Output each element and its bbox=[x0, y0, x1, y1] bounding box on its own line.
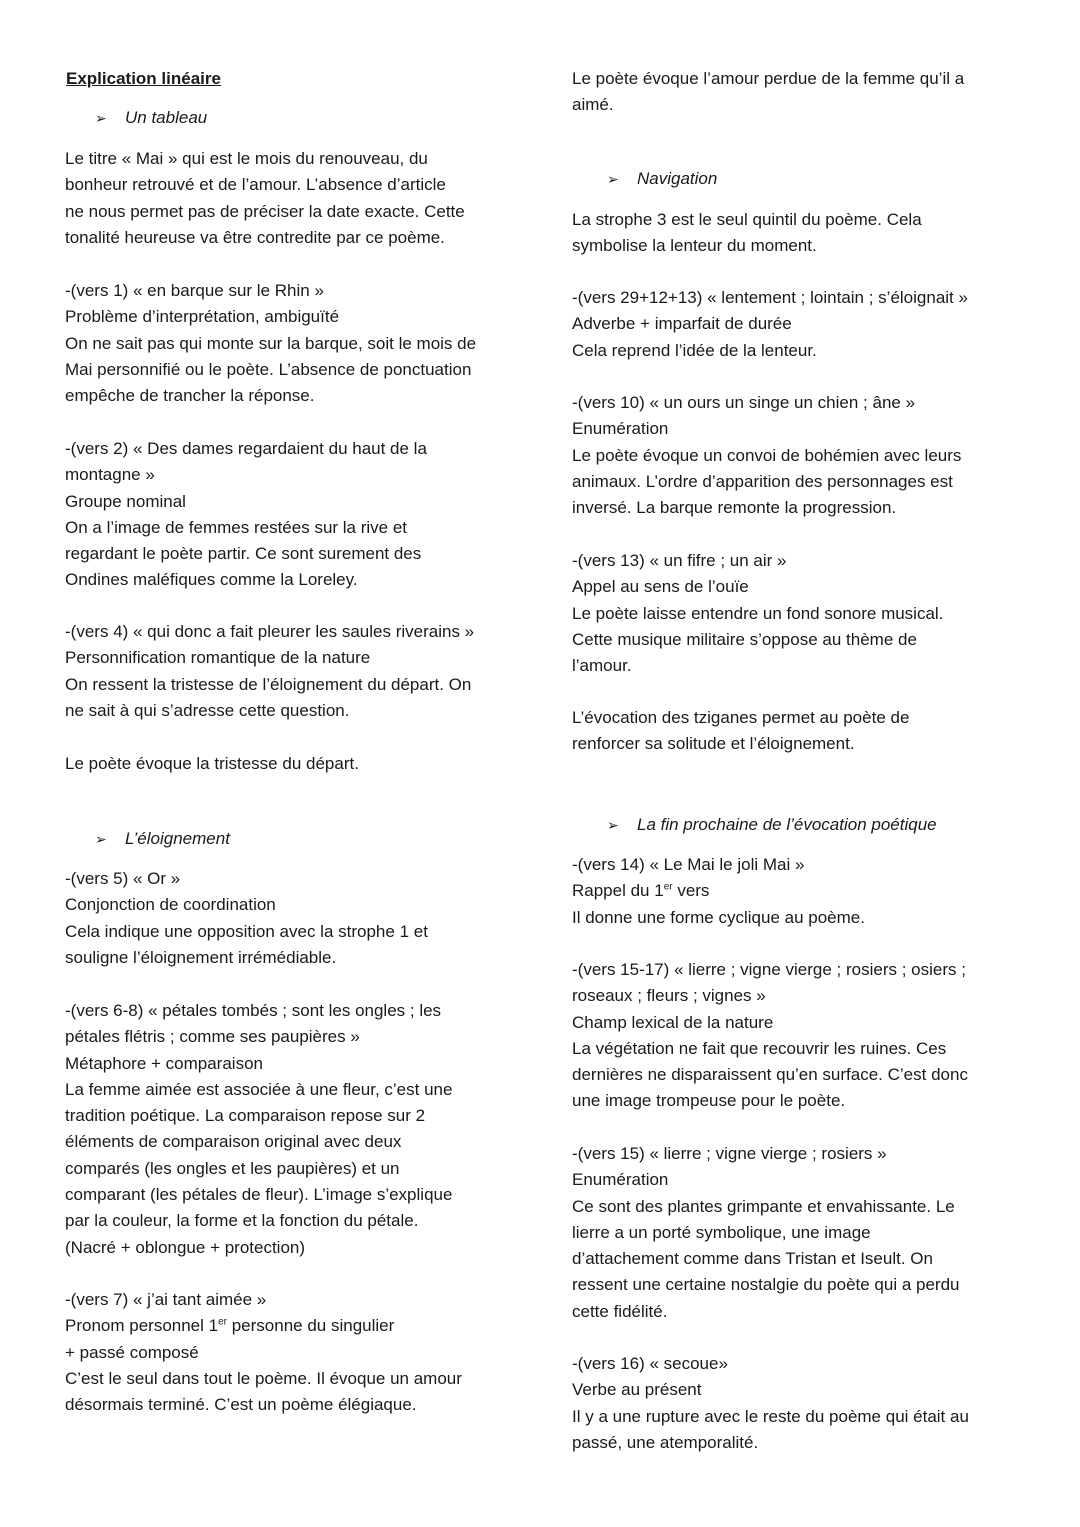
pronoun-line: Pronom personnel 1er personne du singulier bbox=[65, 1316, 395, 1336]
analysis-vers-2: -(vers 2) « Des dames regardaient du haut de la montagne » Groupe nominal On a l’image de femmes restées sur la rive et regardant le poète partir. Ce sont surement des Ondines maléfiques comme la Loreley. bbox=[65, 439, 427, 590]
tziganes-paragraph: L’évocation des tziganes permet au poète de renforcer sa solitude et l’éloignement. bbox=[572, 708, 910, 754]
analysis-vers-5: -(vers 5) « Or » Conjonction de coordination Cela indique une opposition avec la strophe 1 et souligne l’éloignement irrémédiable. bbox=[65, 869, 428, 967]
intro-paragraph: Le titre « Mai » qui est le mois du renouveau, du bonheur retrouvé et de l’amour. L’absence d’article ne nous permet pas de préciser la date exacte. Cette tonalité heureuse va être contredite par ce poème. bbox=[65, 149, 465, 247]
arrow-bullet-icon: ➢ bbox=[607, 817, 619, 833]
analysis-vers-7: -(vers 7) « j’ai tant aimée » Pronom personnel 1er personne du singulier + passé composé C’est le seul dans tout le poème. Il évoque un amour désormais terminé. C’est un poème élégiaque. bbox=[65, 1287, 515, 1418]
analysis-vers-16: -(vers 16) « secoue» Verbe au présent Il y a une rupture avec le reste du poème qui était au passé, une atemporalité. bbox=[572, 1354, 969, 1452]
conclusion-amour: Le poète évoque l’amour perdue de la femme qu’il a aimé. bbox=[572, 69, 965, 115]
section-heading-navigation: ➢ Navigation bbox=[607, 166, 717, 192]
rappel-line: Rappel du 1er vers bbox=[572, 881, 710, 901]
arrow-bullet-icon: ➢ bbox=[95, 831, 107, 847]
navigation-paragraph: La strophe 3 est le seul quintil du poème. Cela symbolise la lenteur du moment. bbox=[572, 210, 922, 256]
section-heading-fin-prochaine: ➢ La fin prochaine de l’évocation poétique bbox=[607, 812, 937, 838]
analysis-vers-6-8: -(vers 6-8) « pétales tombés ; sont les ongles ; les pétales flétris ; comme ses paupières » Métaphore + comparaison La femme aimée est associée à une fleur, c’est une tradition poétique. La comparaison repose sur 2 éléments de comparaison original avec deux comparés (les ongles et les paupières) et un comparant (les pétales de fleur). L’image s’explique par la couleur, la forme et la fonction du pétale. (Nacré + oblongue + protection) bbox=[65, 1001, 453, 1257]
arrow-bullet-icon: ➢ bbox=[607, 171, 619, 187]
analysis-vers-13: -(vers 13) « un fifre ; un air » Appel au sens de l’ouïe Le poète laisse entendre un fond sonore musical. Cette musique militaire s’oppose au thème de l’amour. bbox=[572, 551, 944, 676]
arrow-bullet-icon: ➢ bbox=[95, 110, 107, 126]
analysis-vers-4: -(vers 4) « qui donc a fait pleurer les saules riverains » Personnification romantique de la nature On ressent la tristesse de l’éloignement du départ. On ne sait à qui s’adresse cette question. bbox=[65, 622, 475, 720]
conclusion-depart: Le poète évoque la tristesse du départ. bbox=[65, 754, 359, 773]
analysis-vers-29-12-13: -(vers 29+12+13) « lentement ; lointain ; s’éloignait » Adverbe + imparfait de durée Cela reprend l’idée de la lenteur. bbox=[572, 288, 968, 360]
document-title: Explication linéaire bbox=[66, 69, 221, 88]
analysis-vers-15-17: -(vers 15-17) « lierre ; vigne vierge ; rosiers ; osiers ; roseaux ; fleurs ; vignes » Champ lexical de la nature La végétation ne fait que recouvrir les ruines. Ces dernières ne disparaissent qu’en surface. C’est donc une image trompeuse pour le poète. bbox=[572, 960, 968, 1111]
analysis-vers-1: -(vers 1) « en barque sur le Rhin » Problème d’interprétation, ambiguïté On ne sait pas qui monte sur la barque, soit le mois de Mai personnifié ou le poète. L’absence de ponctuation empêche de trancher la réponse. bbox=[65, 281, 477, 406]
analysis-vers-14: -(vers 14) « Le Mai le joli Mai » Rappel du 1er vers Il donne une forme cyclique au poème. bbox=[572, 852, 1012, 931]
section-heading-eloignement: ➢ L’éloignement bbox=[95, 826, 230, 852]
analysis-vers-10: -(vers 10) « un ours un singe un chien ; âne » Enumération Le poète évoque un convoi de bohémien avec leurs animaux. L’ordre d’apparition des personnages est inversé. La barque remonte la progression. bbox=[572, 393, 962, 518]
section-heading-un-tableau: ➢ Un tableau bbox=[95, 105, 207, 131]
analysis-vers-15: -(vers 15) « lierre ; vigne vierge ; rosiers » Enumération Ce sont des plantes grimpante et envahissante. Le lierre a un porté symbolique, une image d’attachement comme dans Tristan et Iseult. On ressent une certaine nostalgie du poète qui a perdu cette fidélité. bbox=[572, 1144, 960, 1321]
